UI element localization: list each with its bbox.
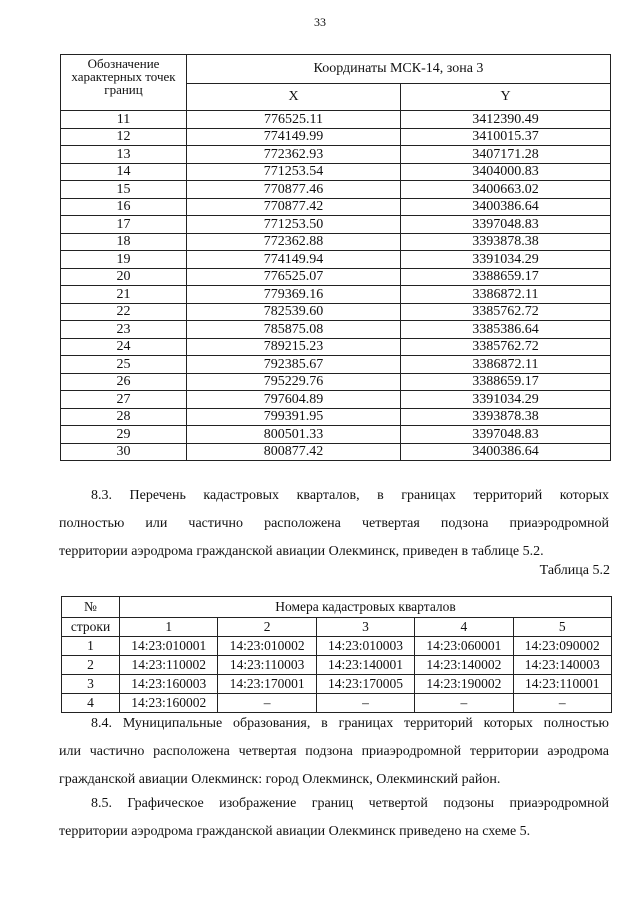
y-cell: 3397048.83 <box>401 216 611 234</box>
y-cell: 3388659.17 <box>401 268 611 286</box>
row-number-cell: 2 <box>62 656 120 675</box>
x-cell: 770877.42 <box>187 198 401 216</box>
header-coordinate-system: Координаты МСК-14, зона 3 <box>187 55 611 84</box>
x-cell: 776525.07 <box>187 268 401 286</box>
y-cell: 3385762.72 <box>401 303 611 321</box>
x-cell: 774149.94 <box>187 251 401 269</box>
coordinate-row <box>61 146 611 164</box>
x-cell: 797604.89 <box>187 391 401 409</box>
page-number: 33 <box>314 15 326 29</box>
header-cadastral-quarters: Номера кадастровых кварталов <box>120 597 612 618</box>
x-cell: 772362.88 <box>187 233 401 251</box>
coordinate-row <box>61 408 611 426</box>
y-cell: 3404000.83 <box>401 163 611 181</box>
header-y: Y <box>401 84 611 111</box>
coordinate-row <box>61 233 611 251</box>
cadastral-number-cell: 14:23:110001 <box>513 675 611 694</box>
point-number-cell: 18 <box>61 233 187 251</box>
point-number-cell: 20 <box>61 268 187 286</box>
point-number-cell: 16 <box>61 198 187 216</box>
cadastral-number-cell: 14:23:010002 <box>218 637 316 656</box>
coordinates-table <box>60 54 611 461</box>
cadastral-number-cell: 14:23:190002 <box>415 675 513 694</box>
y-cell: 3388659.17 <box>401 373 611 391</box>
cadastral-number-cell: 14:23:170001 <box>218 675 316 694</box>
header-points: Обозначение характерных точек границ <box>61 55 187 111</box>
cadastral-number-cell: 14:23:090002 <box>513 637 611 656</box>
paragraph-line: 8.3. Перечень кадастровых кварталов, в границах территорий которых <box>91 488 609 503</box>
paragraph-line: территории аэродрома гражданской авиации Олекминск приведено на схеме 5. <box>59 824 531 839</box>
y-cell: 3400386.64 <box>401 443 611 461</box>
cadastral-row <box>62 675 612 694</box>
column-number-header: 1 <box>120 618 218 637</box>
point-number-cell: 30 <box>61 443 187 461</box>
coordinate-row <box>61 181 611 199</box>
point-number-cell: 26 <box>61 373 187 391</box>
cadastral-number-cell: 14:23:010003 <box>316 637 414 656</box>
coordinate-row <box>61 356 611 374</box>
y-cell: 3407171.28 <box>401 146 611 164</box>
y-cell: 3393878.38 <box>401 408 611 426</box>
y-cell: 3391034.29 <box>401 391 611 409</box>
paragraph-line: гражданской авиации Олекминск: город Олекминск, Олекминский район. <box>59 772 501 787</box>
coordinate-row <box>61 251 611 269</box>
point-number-cell: 25 <box>61 356 187 374</box>
paragraph-line: 8.5. Графическое изображение границ четвертой подзоны приаэродромной <box>91 796 609 811</box>
coordinate-row <box>61 373 611 391</box>
cadastral-number-cell: – <box>218 694 316 713</box>
y-cell: 3385386.64 <box>401 321 611 339</box>
paragraph-line: или частично расположена четвертая подзона приаэродромной территории аэродрома <box>59 744 609 759</box>
column-number-header: 4 <box>415 618 513 637</box>
point-number-cell: 14 <box>61 163 187 181</box>
coordinate-row <box>61 303 611 321</box>
y-cell: 3400663.02 <box>401 181 611 199</box>
cadastral-table <box>61 596 612 713</box>
column-number-header: 2 <box>218 618 316 637</box>
point-number-cell: 22 <box>61 303 187 321</box>
x-cell: 789215.23 <box>187 338 401 356</box>
x-cell: 792385.67 <box>187 356 401 374</box>
cadastral-row <box>62 656 612 675</box>
header-row-number-label: строки <box>62 618 120 637</box>
x-cell: 771253.54 <box>187 163 401 181</box>
table-caption: Таблица 5.2 <box>539 563 610 578</box>
y-cell: 3400386.64 <box>401 198 611 216</box>
y-cell: 3385762.72 <box>401 338 611 356</box>
point-number-cell: 24 <box>61 338 187 356</box>
coordinate-row <box>61 163 611 181</box>
point-number-cell: 27 <box>61 391 187 409</box>
coordinate-row <box>61 443 611 461</box>
column-number-header: 3 <box>316 618 414 637</box>
y-cell: 3391034.29 <box>401 251 611 269</box>
y-cell: 3412390.49 <box>401 111 611 129</box>
cadastral-number-cell: 14:23:160003 <box>120 675 218 694</box>
cadastral-number-cell: – <box>415 694 513 713</box>
header-row-number-symbol: № <box>62 597 120 618</box>
x-cell: 772362.93 <box>187 146 401 164</box>
paragraph-line: 8.4. Муниципальные образования, в границах территорий которых полностью <box>91 716 609 731</box>
coordinate-row <box>61 286 611 304</box>
paragraph-8-4 <box>59 710 609 794</box>
cadastral-number-cell: 14:23:110003 <box>218 656 316 675</box>
point-number-cell: 28 <box>61 408 187 426</box>
coordinate-row <box>61 426 611 444</box>
cadastral-body <box>62 637 612 713</box>
coordinate-row <box>61 338 611 356</box>
paragraph-8-5 <box>59 790 609 846</box>
point-number-cell: 23 <box>61 321 187 339</box>
y-cell: 3386872.11 <box>401 286 611 304</box>
coordinate-row <box>61 321 611 339</box>
coordinate-row <box>61 128 611 146</box>
x-cell: 795229.76 <box>187 373 401 391</box>
paragraph-line: территории аэродрома гражданской авиации Олекминск, приведен в таблице 5.2. <box>59 544 544 559</box>
cadastral-number-cell: 14:23:160002 <box>120 694 218 713</box>
point-number-cell: 17 <box>61 216 187 234</box>
x-cell: 771253.50 <box>187 216 401 234</box>
x-cell: 800877.42 <box>187 443 401 461</box>
cadastral-number-cell: 14:23:170005 <box>316 675 414 694</box>
coordinate-row <box>61 391 611 409</box>
cadastral-number-cell: 14:23:140001 <box>316 656 414 675</box>
x-cell: 770877.46 <box>187 181 401 199</box>
cadastral-number-cell: 14:23:010001 <box>120 637 218 656</box>
y-cell: 3393878.38 <box>401 233 611 251</box>
cadastral-number-cell: – <box>316 694 414 713</box>
point-number-cell: 15 <box>61 181 187 199</box>
cadastral-number-cell: 14:23:140002 <box>415 656 513 675</box>
paragraph-8-3 <box>59 482 609 566</box>
point-number-cell: 11 <box>61 111 187 129</box>
paragraph-line: полностью или частично расположена четвертая подзона приаэродромной <box>59 516 609 531</box>
cadastral-number-cell: 14:23:110002 <box>120 656 218 675</box>
point-number-cell: 12 <box>61 128 187 146</box>
x-cell: 799391.95 <box>187 408 401 426</box>
coordinates-body <box>61 111 611 461</box>
point-number-cell: 29 <box>61 426 187 444</box>
point-number-cell: 13 <box>61 146 187 164</box>
row-number-cell: 1 <box>62 637 120 656</box>
column-number-header: 5 <box>513 618 611 637</box>
coordinate-row <box>61 111 611 129</box>
x-cell: 785875.08 <box>187 321 401 339</box>
x-cell: 800501.33 <box>187 426 401 444</box>
coordinate-row <box>61 216 611 234</box>
x-cell: 779369.16 <box>187 286 401 304</box>
coordinate-row <box>61 198 611 216</box>
y-cell: 3386872.11 <box>401 356 611 374</box>
x-cell: 774149.99 <box>187 128 401 146</box>
coordinate-row <box>61 268 611 286</box>
row-number-cell: 3 <box>62 675 120 694</box>
point-number-cell: 21 <box>61 286 187 304</box>
cadastral-number-cell: – <box>513 694 611 713</box>
y-cell: 3397048.83 <box>401 426 611 444</box>
cadastral-number-cell: 14:23:060001 <box>415 637 513 656</box>
cadastral-number-cell: 14:23:140003 <box>513 656 611 675</box>
cadastral-row <box>62 637 612 656</box>
row-number-cell: 4 <box>62 694 120 713</box>
x-cell: 782539.60 <box>187 303 401 321</box>
y-cell: 3410015.37 <box>401 128 611 146</box>
header-x: X <box>187 84 401 111</box>
x-cell: 776525.11 <box>187 111 401 129</box>
point-number-cell: 19 <box>61 251 187 269</box>
